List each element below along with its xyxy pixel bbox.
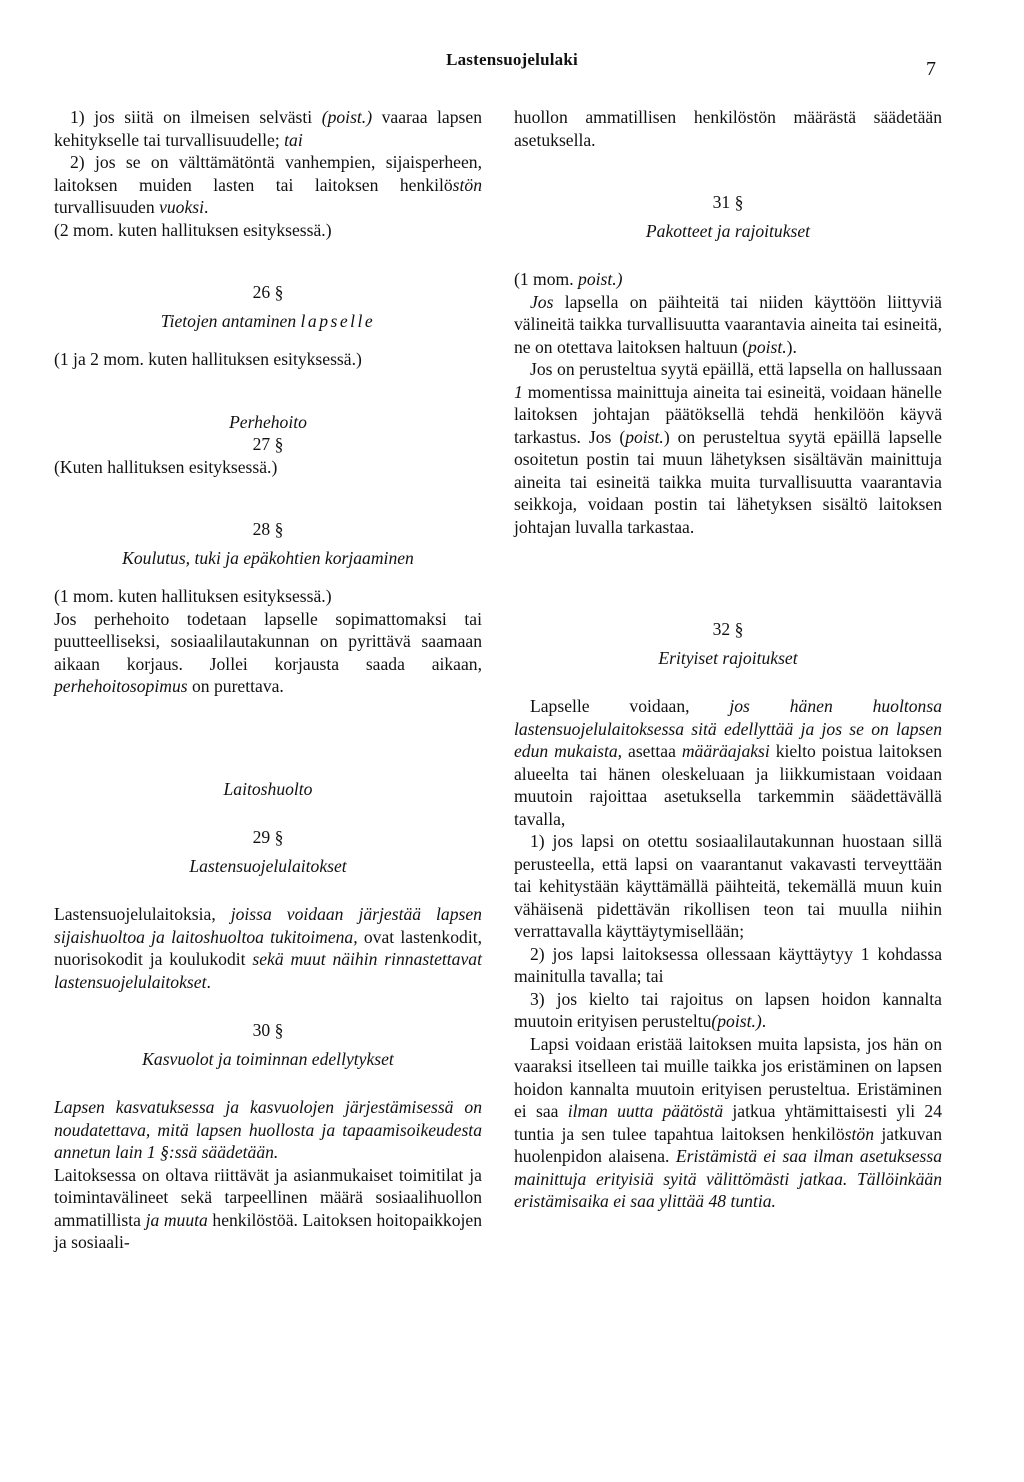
paragraph: Lapsi voidaan eristää laitoksen muita lapsista, jos hän on vaaraksi itselleen tai muille taikka jos eristäminen on lapsen hoidon kannalta muutoin erityisen perusteltua. Eristäminen ei saa ilman uutta päätöstä jatkua yhtämittaisesti yli 24 tuntia ja sen tulee tapahtua laitoksen henkilöstön jatkuvan huolenpidon alaisena. Eristämistä ei saa ilman asetuksessa mainittuja erityisiä syitä välittömästi jatkaa. Tällöinkään eristämisaika ei saa ylittää 48 tuntia. [514, 1033, 942, 1211]
chapter-heading: Perhehoito [229, 411, 307, 432]
section-title: Pakotteet ja rajoitukset [645, 220, 811, 241]
section-number: 31 § [712, 192, 744, 212]
section-number: 30 § [252, 1020, 284, 1040]
paragraph: (Kuten hallituksen esityksessä.) [54, 456, 278, 477]
chapter-heading: Laitoshuolto [223, 778, 313, 799]
section-title: Koulutus, tuki ja epäkohtien korjaaminen [122, 547, 414, 568]
section-number: 29 § [252, 827, 284, 847]
section-title: Erityiset rajoitukset [658, 647, 798, 668]
paragraph: 2) jos lapsi laitoksessa ollessaan käyttäytyy 1 kohdassa mainitulla tavalla; tai [514, 943, 942, 986]
section-number: 27 § [252, 434, 284, 454]
paragraph: 1) jos siitä on ilmeisen selvästi (poist.) vaaraa lapsen kehitykselle tai turvallisuudelle; tai [54, 107, 482, 150]
paragraph: (1 mom. poist.) [514, 269, 623, 289]
paragraph: 1) jos lapsi on otettu sosiaalilautakunnan huostaan sillä perusteella, että lapsi on vaarantanut vakavasti terveyttään tai kehitystään käyttämällä päihteitä, tekemällä muun kuin vähäisenä pidettävän rikollisen teon tai muulla niihin verrattavalla käyttäytymisellään; [514, 831, 942, 941]
paragraph: (1 ja 2 mom. kuten hallituksen esityksessä.) [54, 349, 362, 369]
paragraph: 2) jos se on välttämätöntä vanhempien, sijaisperheen, laitoksen muiden lasten tai laitoksen henkilöstön turvallisuuden vuoksi. [54, 152, 482, 217]
left-column [54, 106, 482, 1254]
section-number: 26 § [252, 282, 284, 302]
paragraph: Lastensuojelulaitoksia, joissa voidaan järjestää lapsen sijaishuoltoa ja laitoshuoltoa tukitoimena, ovat lastenkodit, nuorisokodit ja koulukodit sekä muut näihin rinnastettavat lastensuojelulaitokset. [54, 904, 483, 992]
paragraph: Lapsen kasvatuksessa ja kasvuolojen järjestämisessä on noudatettava, mitä lapsen huollosta ja tapaamisoikeudesta annetun lain 1 §:ssä säädetään. [54, 1097, 482, 1162]
running-header: Lastensuojelulaki [446, 50, 578, 69]
section-title: Tietojen antaminen lapselle [160, 310, 376, 331]
paragraph: Jos lapsella on päihteitä tai niiden käyttöön liittyviä välineitä taikka turvallisuutta vaarantavia aineita tai esineitä, ne on otettava laitoksen haltuun (poist.). [514, 291, 942, 357]
paragraph: Lapselle voidaan, jos hänen huoltonsa lastensuojelulaitoksessa sitä edellyttää ja jos se on lapsen edun mukaista, asettaa määräajaksi kielto poistua laitoksen alueelta tai hänen oleskeluaan ja liikkumistaan voidaan muutoin rajoittaa asetuksella tarkemmin säädettävällä tavalla, [514, 696, 943, 829]
section-number: 32 § [712, 619, 744, 639]
paragraph: (2 mom. kuten hallituksen esityksessä.) [54, 219, 332, 240]
page-number: 7 [926, 58, 936, 80]
paragraph: (1 mom. kuten hallituksen esityksessä.) [54, 586, 332, 606]
paragraph: huollon ammatillisen henkilöstön määrästä säädetään asetuksella. [514, 107, 942, 150]
paragraph: 3) jos kielto tai rajoitus on lapsen hoidon kannalta muutoin erityisen perusteltu(poist.). [514, 988, 942, 1031]
paragraph: Jos on perusteltua syytä epäillä, että lapsella on hallussaan 1 momentissa mainittuja aineita tai esineitä, voidaan hänelle laitoksen johtajan päätöksellä tehdä henkilöön käyvä tarkastus. Jos (poist.) on perusteltua syytä epäillä lapselle osoitetun postin tai muun lähetyksen sisältävän mainittuja aineita tai esineitä taikka muita turvallisuutta vaarantavia seikkoja, voidaan postin tai lähetyksen sisältö laitoksen johtajan luvalla tarkastaa. [514, 359, 942, 537]
paragraph: Laitoksessa on oltava riittävät ja asianmukaiset toimitilat ja toimintavälineet sekä tarpeellinen määrä sosiaalihuollon ammatillista ja muuta henkilöstöä. Laitoksen hoitopaikkojen ja sosiaali- [54, 1164, 482, 1252]
right-column [514, 106, 942, 1213]
paragraph: Jos perhehoito todetaan lapselle sopimattomaksi tai puutteelliseksi, sosiaalilautakunnan on pyrittävä saamaan aikaan korjaus. Jollei korjausta saada aikaan, perhehoitosopimus on purettava. [54, 608, 482, 696]
section-number: 28 § [252, 519, 284, 539]
section-title: Lastensuojelulaitokset [189, 855, 347, 876]
section-title: Kasvuolot ja toiminnan edellytykset [142, 1048, 394, 1069]
